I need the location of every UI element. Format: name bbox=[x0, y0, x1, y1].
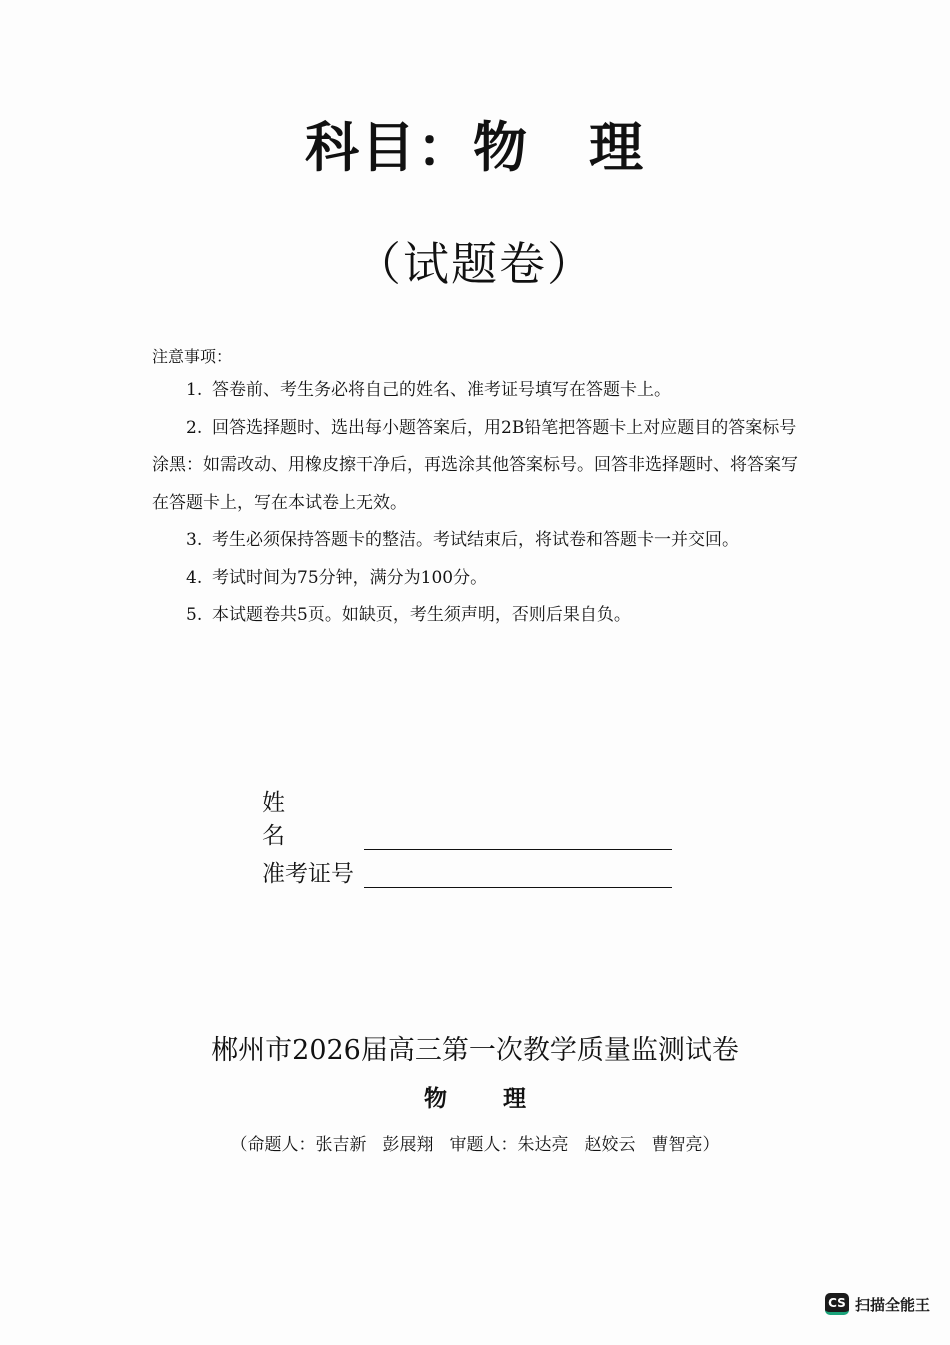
exam-title: 郴州市2026届高三第一次教学质量监测试卷 bbox=[211, 1035, 739, 1066]
camscanner-name: 扫描全能王 bbox=[854, 1295, 930, 1314]
subject-char: 理 bbox=[589, 116, 645, 179]
name-label: 姓名 bbox=[262, 790, 337, 849]
notice-list bbox=[152, 372, 812, 635]
reviewer: 赵姣云 bbox=[584, 1135, 636, 1155]
camscanner-logo-icon: CS bbox=[825, 1293, 849, 1315]
exam-number-field-row bbox=[262, 855, 672, 888]
name-field-row bbox=[262, 784, 672, 850]
exam-number-field[interactable] bbox=[364, 859, 672, 888]
scanner-watermark bbox=[825, 1293, 930, 1315]
paper-type: （试题卷） bbox=[355, 237, 595, 291]
reviewer: 曹智亮） bbox=[651, 1135, 720, 1155]
notice-heading: 注意事项： bbox=[152, 347, 233, 366]
subject-title bbox=[0, 105, 950, 182]
notice-item: 3. 考生必须保持答题卡的整洁。考试结束后，将试卷和答题卡一并交回。 bbox=[186, 530, 739, 550]
notice-item: 2. 回答选择题时、选出每小题答案后，用2B铅笔把答题卡上对应题目的答案标号涂黑：如需改动、用橡皮擦干净后，再选涂其他答案标号。回答非选择题时、将答案写在答题卡上，写在本试卷上无效。 bbox=[152, 417, 798, 513]
exam-number-label: 准考证号 bbox=[262, 861, 354, 887]
notice-item: 5. 本试题卷共5页。如缺页，考生须声明，否则后果自负。 bbox=[186, 605, 631, 625]
authors-line bbox=[0, 1130, 950, 1155]
name-field[interactable] bbox=[364, 821, 672, 850]
exam-subject: 物 理 bbox=[424, 1086, 526, 1112]
reviewer: 审题人：朱达亮 bbox=[449, 1135, 569, 1155]
author: （命题人：张吉新 bbox=[230, 1135, 367, 1155]
notice-item: 1. 答卷前、考生务必将自己的姓名、准考证号填写在答题卡上。 bbox=[186, 380, 671, 400]
author: 彭展翔 bbox=[382, 1135, 434, 1155]
notice-item: 4. 考试时间为75分钟，满分为100分。 bbox=[186, 567, 488, 588]
subject-label: 科目：物 bbox=[305, 116, 529, 179]
